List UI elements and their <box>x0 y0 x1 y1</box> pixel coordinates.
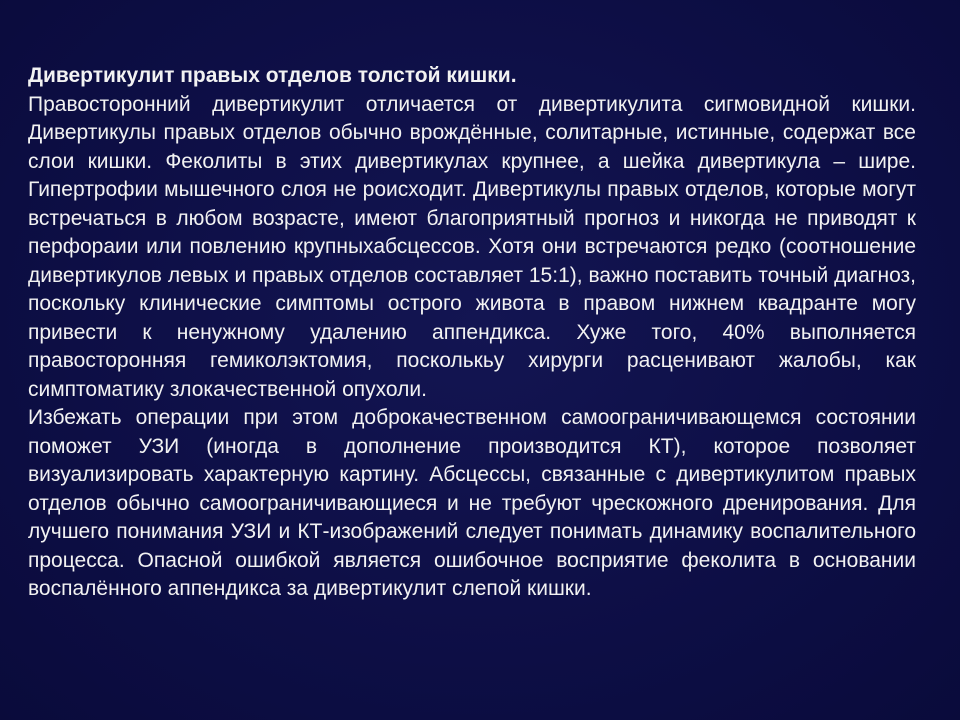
slide-text-block <box>28 62 916 604</box>
paragraph-1: Правосторонний дивертикулит отличается от дивертикулита сигмовидной кишки. Дивертикулы правых отделов обычно врождённые, солитарные, истинные, содержат все слои кишки. Феколиты в этих дивертикулах крупнее, а шейка дивертикула – шире. Гипертрофии мышечного слоя не роисходит. Дивертикулы правых отделов, которые могут встречаться в любом возрасте, имеют благоприятный прогноз и никогда не приводят к перфораии или повлению крупныхабсцессов. Хотя они встречаются редко (соотношение дивертикулов левых и правых отделов составляет 15:1), важно поставить точный диагноз, поскольку клинические симптомы острого живота в правом нижнем квадранте могу привести к ненужному удалению аппендикса. Хуже того, 40% выполняется правосторонняя гемиколэктомия, посколькьу хирурги расценивают жалобы, как симптоматику злокачественной опухоли. <box>28 92 916 401</box>
paragraph-2: Избежать операции при этом доброкачественном самоограничивающемся состоянии поможет УЗИ (иногда в дополнение производится КТ), которое позволяет визуализировать характерную картину. Абсцессы, связанные с дивертикулитом правых отделов обычно самоограничивающиеся и не требуют чрескожного дренирования. Для лучшего понимания УЗИ и КТ-изображений следует понимать динамику воспалительного процесса. Опасной ошибкой является ошибочное восприятие феколита в основании воспалённого аппендикса за дивертикулит слепой кишки. <box>28 406 916 600</box>
slide-title: Дивертикулит правых отделов толстой кишки. <box>28 64 517 87</box>
